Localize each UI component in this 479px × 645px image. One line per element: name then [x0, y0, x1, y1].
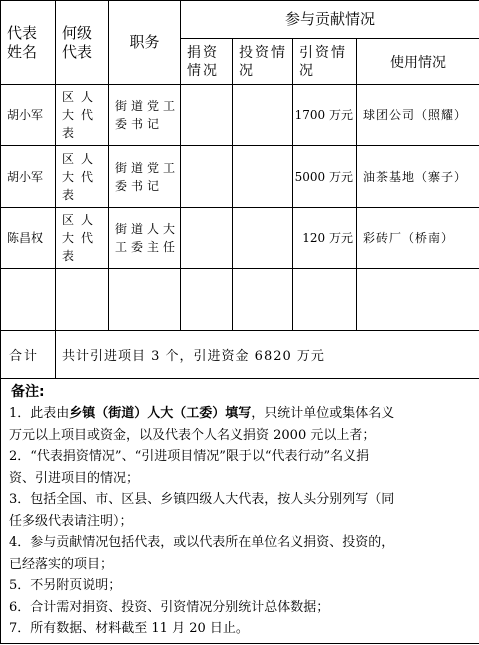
header-position: 职务 — [109, 1, 181, 85]
header-attracted-funds: 引资情况 — [293, 39, 357, 85]
note-text: 1．此表由 — [9, 406, 70, 421]
total-label: 合计 — [1, 331, 56, 379]
total-summary: 共计引进项目 3 个，引进资金 6820 万元 — [56, 331, 479, 379]
cell-donation — [181, 208, 233, 269]
header-investment: 投资情况 — [233, 39, 293, 85]
table-row — [1, 269, 479, 331]
cell-donation — [181, 146, 233, 208]
table-row — [1, 146, 479, 208]
note-text: 万元以上项目或资金，以及代表个人名义捐资 2000 元以上者； — [9, 427, 376, 443]
cell-name: 胡小军 — [1, 85, 56, 146]
cell-usage: 彩砖厂（桥南） — [357, 208, 479, 269]
cell-name: 陈昌权 — [1, 208, 56, 269]
cell-attracted-funds: 120 万元 — [293, 208, 357, 269]
cell-investment — [233, 85, 293, 146]
cell-attracted-funds: 1700 万元 — [293, 85, 357, 146]
cell-level: 区人大代表 — [56, 85, 109, 146]
table-row — [1, 85, 479, 146]
note-line — [1, 599, 479, 617]
cell-level: 区人大代表 — [56, 208, 109, 269]
cell-position: 街道人大工委主任 — [109, 208, 181, 269]
cell-usage — [357, 269, 479, 331]
note-line — [1, 620, 479, 638]
notes-section — [1, 379, 479, 644]
note-line — [1, 491, 479, 509]
note-line — [1, 534, 479, 552]
total-row — [1, 331, 479, 379]
note-emphasis: 乡镇（街道）人大（工委）填写 — [69, 406, 252, 421]
note-text: 5．不另附页说明； — [9, 578, 122, 593]
note-text: 7．所有数据、材料截至 11 月 20 日止。 — [9, 621, 249, 636]
cell-name: 胡小军 — [1, 146, 56, 208]
cell-investment — [233, 269, 293, 331]
header-contribution-group: 参与贡献情况 — [181, 1, 479, 39]
note-line — [1, 470, 479, 488]
cell-attracted-funds — [293, 269, 357, 331]
note-text: 4．参与贡献情况包括代表，或以代表所在单位名义捐资、投资的， — [9, 535, 395, 550]
cell-position: 街道党工委书记 — [109, 85, 181, 146]
cell-donation — [181, 85, 233, 146]
cell-level — [56, 269, 109, 331]
note-line — [1, 405, 479, 423]
table-row — [1, 208, 479, 269]
note-line — [1, 556, 479, 574]
notes-title: 备注: — [11, 384, 45, 400]
cell-position: 街道党工委书记 — [109, 146, 181, 208]
note-text: 任多级代表请注明）； — [9, 513, 133, 529]
note-text: ，只统计单位或集体名义 — [251, 406, 395, 421]
note-line — [1, 513, 479, 531]
cell-name — [1, 269, 56, 331]
header-rep-name: 代表姓名 — [1, 1, 56, 85]
header-donation: 捐资情况 — [181, 39, 233, 85]
cell-usage: 油茶基地（寨子） — [357, 146, 479, 208]
notes-list — [1, 405, 479, 638]
note-line — [1, 577, 479, 595]
note-text: 2．“代表捐资情况”、“引进项目情况”限于以“代表行动”名义捐 — [9, 449, 370, 464]
note-line — [1, 448, 479, 466]
note-line — [1, 427, 479, 445]
header-usage: 使用情况 — [357, 39, 479, 85]
cell-attracted-funds: 5000 万元 — [293, 146, 357, 208]
cell-donation — [181, 269, 233, 331]
cell-usage: 球团公司（照耀） — [357, 85, 479, 146]
note-text: 已经落实的项目； — [9, 556, 114, 572]
header-rep-level: 何级代表 — [56, 1, 109, 85]
cell-investment — [233, 208, 293, 269]
cell-level: 区人大代表 — [56, 146, 109, 208]
cell-investment — [233, 146, 293, 208]
note-text: 资、引进项目的情况； — [9, 470, 140, 486]
cell-position — [109, 269, 181, 331]
note-text: 3．包括全国、市、区县、乡镇四级人大代表，按人头分别列写（同 — [9, 492, 395, 507]
note-text: 6．合计需对捐资、投资、引资情况分别统计总体数据； — [9, 599, 330, 615]
